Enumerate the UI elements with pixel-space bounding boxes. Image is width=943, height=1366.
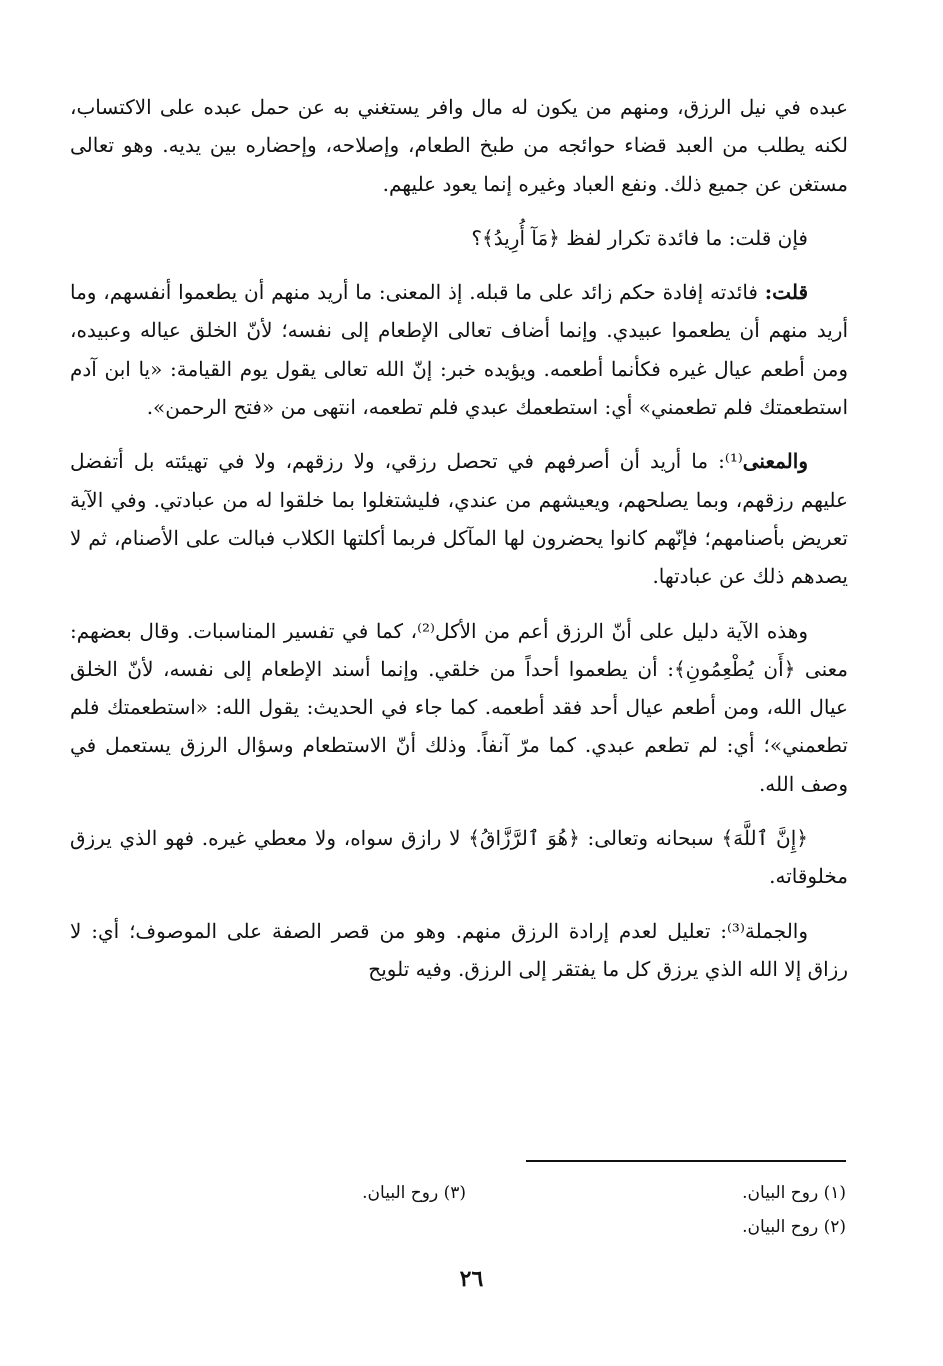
- paragraph-2-text: فإن قلت: ما فائدة تكرار لفظ ﴿مَآ أُرِيدُ﴾؟: [471, 225, 808, 250]
- paragraph-7-text-a: والجملة: [744, 918, 808, 943]
- footnote-ref-3[interactable]: ⁽³⁾: [727, 918, 745, 943]
- footnote-1: (١) روح البيان.: [742, 1183, 846, 1203]
- paragraph-7: [70, 912, 848, 989]
- footnotes: [70, 1176, 846, 1244]
- paragraph-2: [70, 219, 848, 257]
- paragraph-7-text-b: : تعليل لعدم إرادة الرزق منهم. وهو من قصر الصفة على الموصوف؛ أي: لا رزاق إلا الله الذي يرزق كل ما يفتقر إلى الرزق. وفيه تلويح: [70, 918, 848, 981]
- paragraph-6-text: ﴿إِنَّ ٱللَّهَ﴾ سبحانه وتعالى: ﴿هُوَ ٱلرَّزَّاقُ﴾ لا رازق سواه، ولا معطي غيره. فهو الذي يرزق مخلوقاته.: [70, 826, 848, 889]
- paragraph-1: [70, 88, 848, 203]
- paragraph-3-text: فائدته إفادة حكم زائد على ما قبله. إذ المعنى: ما أريد منهم أن يطعموا أنفسهم، وما أريد منهم أن يطعموا عبيدي. وإنما أضاف تعالى الإطعام إلى نفسه؛ لأنّ الخلق عياله وعبيده، ومن أطعم عيال غيره فكأنما أطعمه. ويؤيده خبر: إنّ الله تعالى يقول يوم القيامة: «يا ابن آدم استطعمتك فلم تطعمني» أي: استطعمك عبدي فلم تطعمه، انتهى من «فتح الرحمن».: [70, 280, 849, 420]
- footnote-row-2: [70, 1210, 846, 1244]
- paragraph-4-lead: والمعنى: [742, 449, 808, 474]
- paragraph-4: [70, 442, 848, 595]
- page-number: ٢٦: [459, 1266, 484, 1292]
- paragraph-5-text-b: ، كما في تفسير المناسبات. وقال بعضهم: معنى ﴿أَن يُطْعِمُونِ﴾: أن يطعموا أحداً من خلقي. وإنما أسند الإطعام إلى نفسه، لأنّ الخلق عيال الله، ومن أطعم عيال أحد فقد أطعمه. كما جاء في الحديث: يقول الله: «استطعمتك فلم تطعمني»؛ أي: لم تطعم عبدي. كما مرّ آنفاً. وذلك أنّ الاستطعام وسؤال الرزق يستعمل في وصف الله.: [70, 618, 849, 796]
- footnote-ref-2[interactable]: ⁽²⁾: [417, 618, 435, 643]
- paragraph-4-text: : ما أريد أن أصرفهم في تحصل رزقي، ولا رزقهم، ولا في تهيئته بل أتفضل عليهم رزقهم، وبما يصلحهم، ويعيشهم من عندي، فليشتغلوا بما خلقوا له من عبادتي. وفي الآية تعريض بأصنامهم؛ فإنّهم كانوا يحضرون لها المآكل فربما أكلتها الكلاب فبالت على الأصنام، ثم لا يصدهم ذلك عن عبادتها.: [70, 449, 848, 589]
- footnote-3: (٣) روح البيان.: [362, 1183, 466, 1203]
- paragraph-5-text-a: وهذه الآية دليل على أنّ الرزق أعم من الأكل: [434, 618, 808, 643]
- paragraph-1-text: عبده في نيل الرزق، ومنهم من يكون له مال وافر يستغني به عن حمل عبده على الاكتساب، لكنه يطلب من العبد قضاء حوائجه من طبخ الطعام، وإصلاحه، وإحضاره بين يديه. وهو تعالى مستغن عن جميع ذلك. ونفع العباد وغيره إنما يعود عليهم.: [70, 95, 848, 196]
- body-text: [70, 88, 848, 1004]
- paragraph-3: [70, 273, 848, 426]
- footnote-row-1: [70, 1176, 846, 1210]
- paragraph-3-lead: قلت:: [764, 280, 808, 305]
- paragraph-6: [70, 819, 848, 896]
- footnote-divider: [526, 1160, 846, 1162]
- paragraph-5: [70, 612, 848, 803]
- footnote-ref-1[interactable]: ⁽¹⁾: [724, 449, 743, 474]
- footnote-2: (٢) روح البيان.: [742, 1217, 846, 1237]
